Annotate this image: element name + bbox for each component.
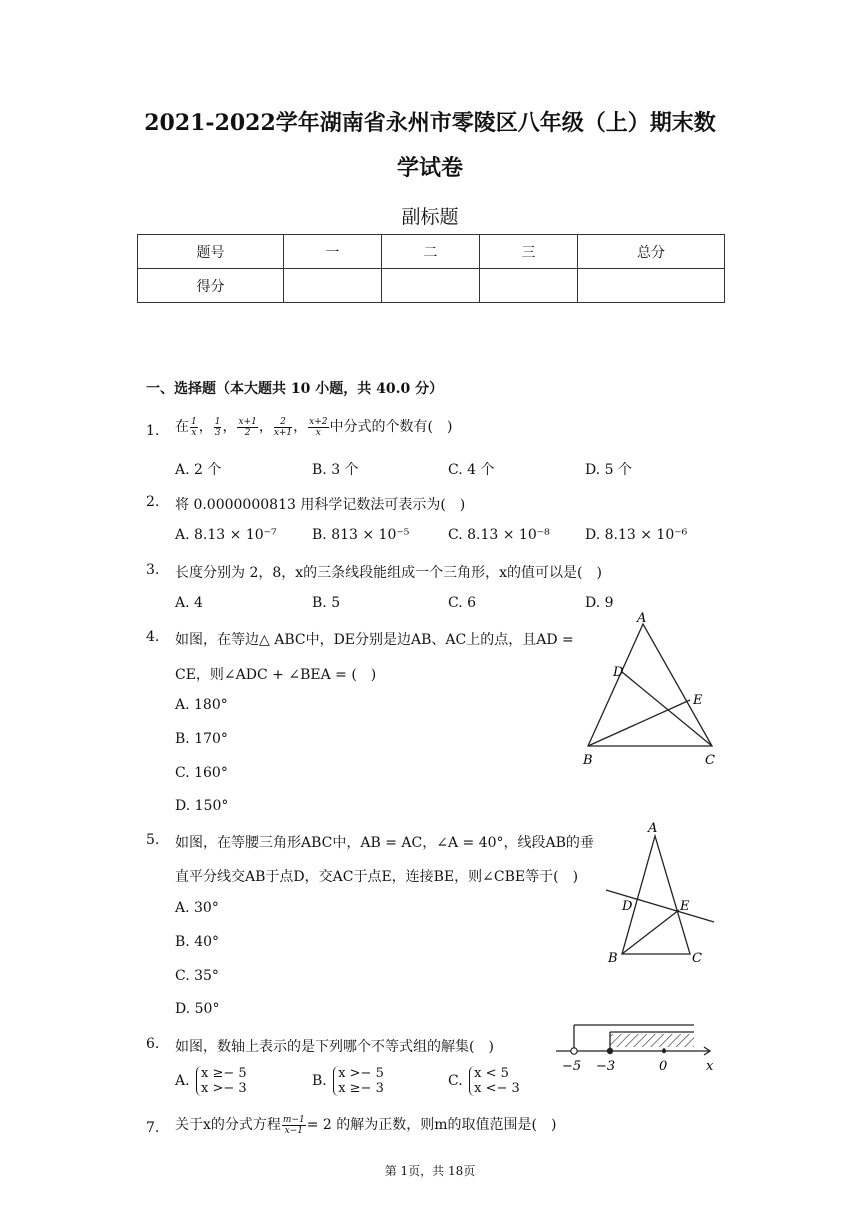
q5-label-b: B [608,951,618,966]
q2-number: 2. [146,494,160,510]
system-line: x >− 5 [338,1066,384,1081]
q5-option-b: B. 40° [175,934,220,950]
frac-den: 3 [214,427,221,438]
score-header-cell: 三 [480,235,578,269]
score-value-row [138,269,725,303]
q6-number: 6. [146,1036,160,1052]
q6-option-b-label: B. [312,1073,327,1089]
frac-num: 2 [274,417,292,428]
system-line: x <− 3 [474,1081,520,1096]
frac-den: x [191,427,197,438]
q1-option-b: B. 3 个 [312,462,359,478]
q4-label-a: A [637,612,647,626]
q5-label-c: C [692,951,702,966]
q2-option-d: D. 8.13 × 10⁻⁶ [585,527,688,543]
frac-num: 1 [214,416,221,427]
system-line: x < 5 [474,1066,509,1081]
frac-num: x+1 [238,416,257,427]
q3-option-a: A. 4 [175,595,203,611]
q7-post: = 2 的解为正数，则m的取值范围是( ) [306,1117,557,1133]
q1-number: 1. [146,423,160,439]
q1-sep: ， [222,419,237,435]
score-header-cell: 一 [284,235,382,269]
q4-stem-line1: 如图，在等边△ ABC中，DE分别是边AB、AC上的点，且AD = [175,632,574,648]
q5-number: 5. [146,832,160,848]
q5-option-c: C. 35° [175,968,219,984]
q5-label-d: D [622,899,633,914]
q4-label-e: E [693,693,703,708]
q3-option-c: C. 6 [448,595,477,611]
q6-option-c [448,1066,520,1096]
q1-sep: ， [258,419,273,435]
score-header-cell: 二 [382,235,480,269]
q4-option-c: C. 160° [175,765,228,781]
score-value-cell [284,269,382,303]
q2-option-c: C. 8.13 × 10⁻⁸ [448,527,550,543]
axis-label-zero: 0 [659,1059,668,1074]
q3-number: 3. [146,562,160,578]
page-title-line2: 学试卷 [396,155,463,181]
q2-option-b: B. 813 × 10⁻⁵ [312,527,410,543]
q1-fraction [308,417,328,438]
q6-option-b-system [333,1066,384,1096]
system-line: x ≥− 3 [338,1081,384,1096]
axis-label-neg3: −3 [596,1059,616,1074]
score-header-cell: 总分 [578,235,725,269]
q1-option-c: C. 4 个 [448,462,495,478]
q3-stem: 长度分别为 2，8，x的三条线段能组成一个三角形，x的值可以是( ) [175,565,602,581]
page-footer: 第 1页，共 18页 [384,1164,476,1178]
section-heading: 一、选择题（本大题共 10 小题，共 40.0 分） [146,381,444,397]
score-value-cell [382,269,480,303]
frac-num: 1 [191,416,197,427]
q6-option-a-system [196,1066,247,1096]
q5-stem-line2: 直平分线交AB于点D，交AC于点E，连接BE，则∠CBE等于( ) [175,869,579,885]
q4-number: 4. [146,629,160,645]
q1-stem [175,416,452,438]
q1-sep: ， [293,419,308,435]
q5-triangle-figure [600,818,720,970]
q4-label-d: D [613,665,624,680]
q1-fraction [274,417,292,438]
q3-option-b: B. 5 [312,595,341,611]
score-table [137,234,725,303]
system-line: x >− 3 [201,1081,247,1096]
page-subtitle: 副标题 [401,206,459,228]
q2-stem: 将 0.0000000813 用科学记数法可表示为( ) [175,497,466,513]
q5-option-d: D. 50° [175,1001,220,1017]
score-header-cell: 题号 [138,235,284,269]
frac-num: m−1 [282,1114,305,1125]
q1-pre: 在 [175,419,189,435]
q4-stem-line2: CE，则∠ADC + ∠BEA = ( ) [175,667,377,683]
q6-option-c-label: C. [448,1073,463,1089]
q6-option-a-label: A. [175,1073,190,1089]
frac-num: x+2 [309,416,328,427]
q1-option-d: D. 5 个 [585,462,632,478]
score-value-cell [480,269,578,303]
q5-label-e: E [680,899,690,914]
q6-option-a [175,1066,247,1096]
score-value-cell: 得分 [138,269,284,303]
q1-fraction [237,417,257,438]
score-value-cell [578,269,725,303]
q2-option-a: A. 8.13 × 10⁻⁷ [175,527,277,543]
q1-sep: ， [198,419,213,435]
q5-stem-line1: 如图，在等腰三角形ABC中，AB = AC，∠A = 40°，线段AB的垂 [175,835,594,851]
system-line: x ≥− 5 [201,1066,247,1081]
q1-post: 中分式的个数有( ) [329,419,453,435]
q7-stem [175,1114,556,1136]
q6-stem: 如图，数轴上表示的是下列哪个不等式组的解集( ) [175,1039,494,1055]
q4-triangle-figure [575,612,725,772]
axis-label-x: x [706,1059,714,1074]
q4-option-d: D. 150° [175,798,229,814]
q5-label-a: A [648,821,658,836]
frac-den: 2 [244,427,251,438]
frac-den: x [315,427,321,438]
q4-label-b: B [583,753,593,768]
q6-number-line-figure [552,1018,722,1076]
q3-option-d: D. 9 [585,595,614,611]
q7-number: 7. [146,1120,160,1136]
q7-pre: 关于x的分式方程 [175,1117,281,1133]
score-header-row [138,235,725,269]
q4-label-c: C [705,753,715,768]
axis-label-neg5: −5 [562,1059,582,1074]
page-title-line1: 2021-2022学年湖南省永州市零陵区八年级（上）期末数 [144,110,716,136]
q4-option-b: B. 170° [175,731,228,747]
frac-den: x+1 [273,427,293,438]
q6-option-c-system [469,1066,520,1096]
frac-den: x−1 [284,1125,303,1136]
q1-fraction [190,417,198,438]
q1-option-a: A. 2 个 [175,462,222,478]
q4-option-a: A. 180° [175,697,228,713]
q6-option-b [312,1066,384,1096]
q1-fraction [214,417,222,438]
q7-fraction [282,1115,306,1136]
q5-option-a: A. 30° [175,900,219,916]
